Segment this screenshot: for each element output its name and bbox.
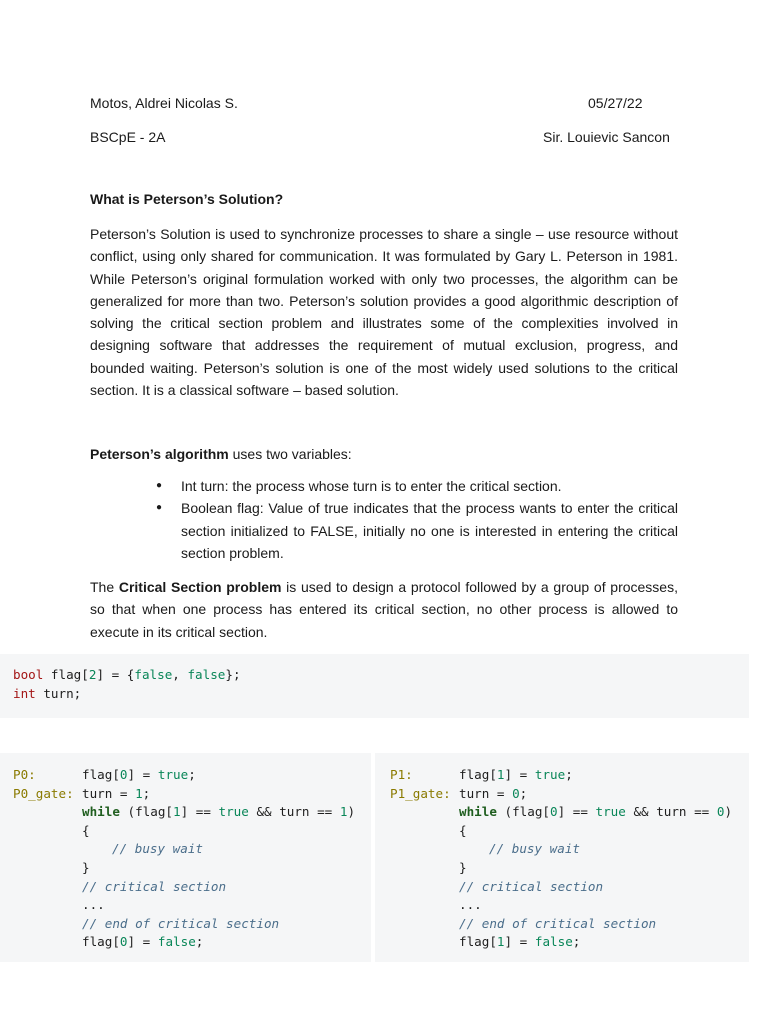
code-line: { [459, 822, 467, 838]
critical-section-paragraph [90, 576, 678, 643]
course-section: BSCpE - 2A [90, 129, 166, 145]
code-line: // busy wait [489, 841, 580, 857]
student-name: Motos, Aldrei Nicolas S. [90, 95, 238, 111]
code-line: { [82, 822, 90, 838]
code-block-p0 [0, 753, 371, 962]
variables-list [90, 475, 678, 564]
code-line: } [459, 859, 467, 875]
code-line: P0: flag[0] = true; [13, 767, 196, 782]
code-line: P0_gate: turn = 1; [13, 785, 151, 801]
code-line: int turn; [13, 685, 82, 701]
code-block-p1 [375, 753, 749, 962]
code-line: bool flag[2] = {false, false}; [13, 667, 241, 682]
instructor: Sir. Louievic Sancon [543, 129, 670, 145]
code-line: // critical section [82, 878, 227, 894]
date: 05/27/22 [588, 95, 643, 111]
code-line: } [82, 859, 90, 875]
code-line: // end of critical section [82, 915, 280, 931]
code-line: flag[0] = false; [82, 934, 204, 950]
code-line: while (flag[0] == true && turn == 0) [459, 804, 733, 820]
code-block-declarations [0, 654, 749, 718]
algorithm-bold: Peterson’s algorithm [90, 446, 229, 462]
critical-bold: Critical Section problem [118, 579, 282, 595]
code-line: // end of critical section [459, 915, 657, 931]
code-line: // critical section [459, 878, 604, 894]
code-line: P1_gate: turn = 0; [390, 785, 528, 801]
critical-pre: The [90, 579, 119, 595]
question-heading: What is Peterson’s Solution? [90, 191, 284, 207]
code-line: flag[1] = false; [459, 934, 581, 950]
code-line: ... [82, 897, 105, 913]
critical-post: is used to design a protocol followed by a group of processes, so that when one process has entered its critical section, no other process is allowed to execute in its critical section. [90, 579, 678, 640]
algorithm-line [90, 443, 678, 465]
code-line: // busy wait [112, 841, 203, 857]
intro-paragraph: Peterson’s Solution is used to synchronize processes to share a single – use resource without conflict, using only shared for communication. It was formulated by Gary L. Peterson in 1981. While Peterson’s original formulation worked with only two processes, the algorithm can be generalized for more than two. Peterson’s solution provides a good algorithmic description of solving the critical section problem and illustrates some of the complexities involved in designing software that addresses the requirement of mutual exclusion, progress, and bounded waiting. Peterson’s solution is one of the most widely used solutions to the critical section. It is a classical software – based solution. [90, 226, 678, 399]
code-line: ... [459, 897, 482, 913]
code-line: P1: flag[1] = true; [390, 767, 573, 782]
list-item: ● Boolean flag: Value of true indicates that the process wants to enter the critical section initialized to FALSE, initially no one is interested in entering the critical section problem. [90, 497, 678, 564]
list-item: ● Int turn: the process whose turn is to enter the critical section. [90, 475, 678, 497]
algorithm-rest: uses two variables: [228, 446, 352, 462]
code-line: while (flag[1] == true && turn == 1) [82, 804, 356, 820]
